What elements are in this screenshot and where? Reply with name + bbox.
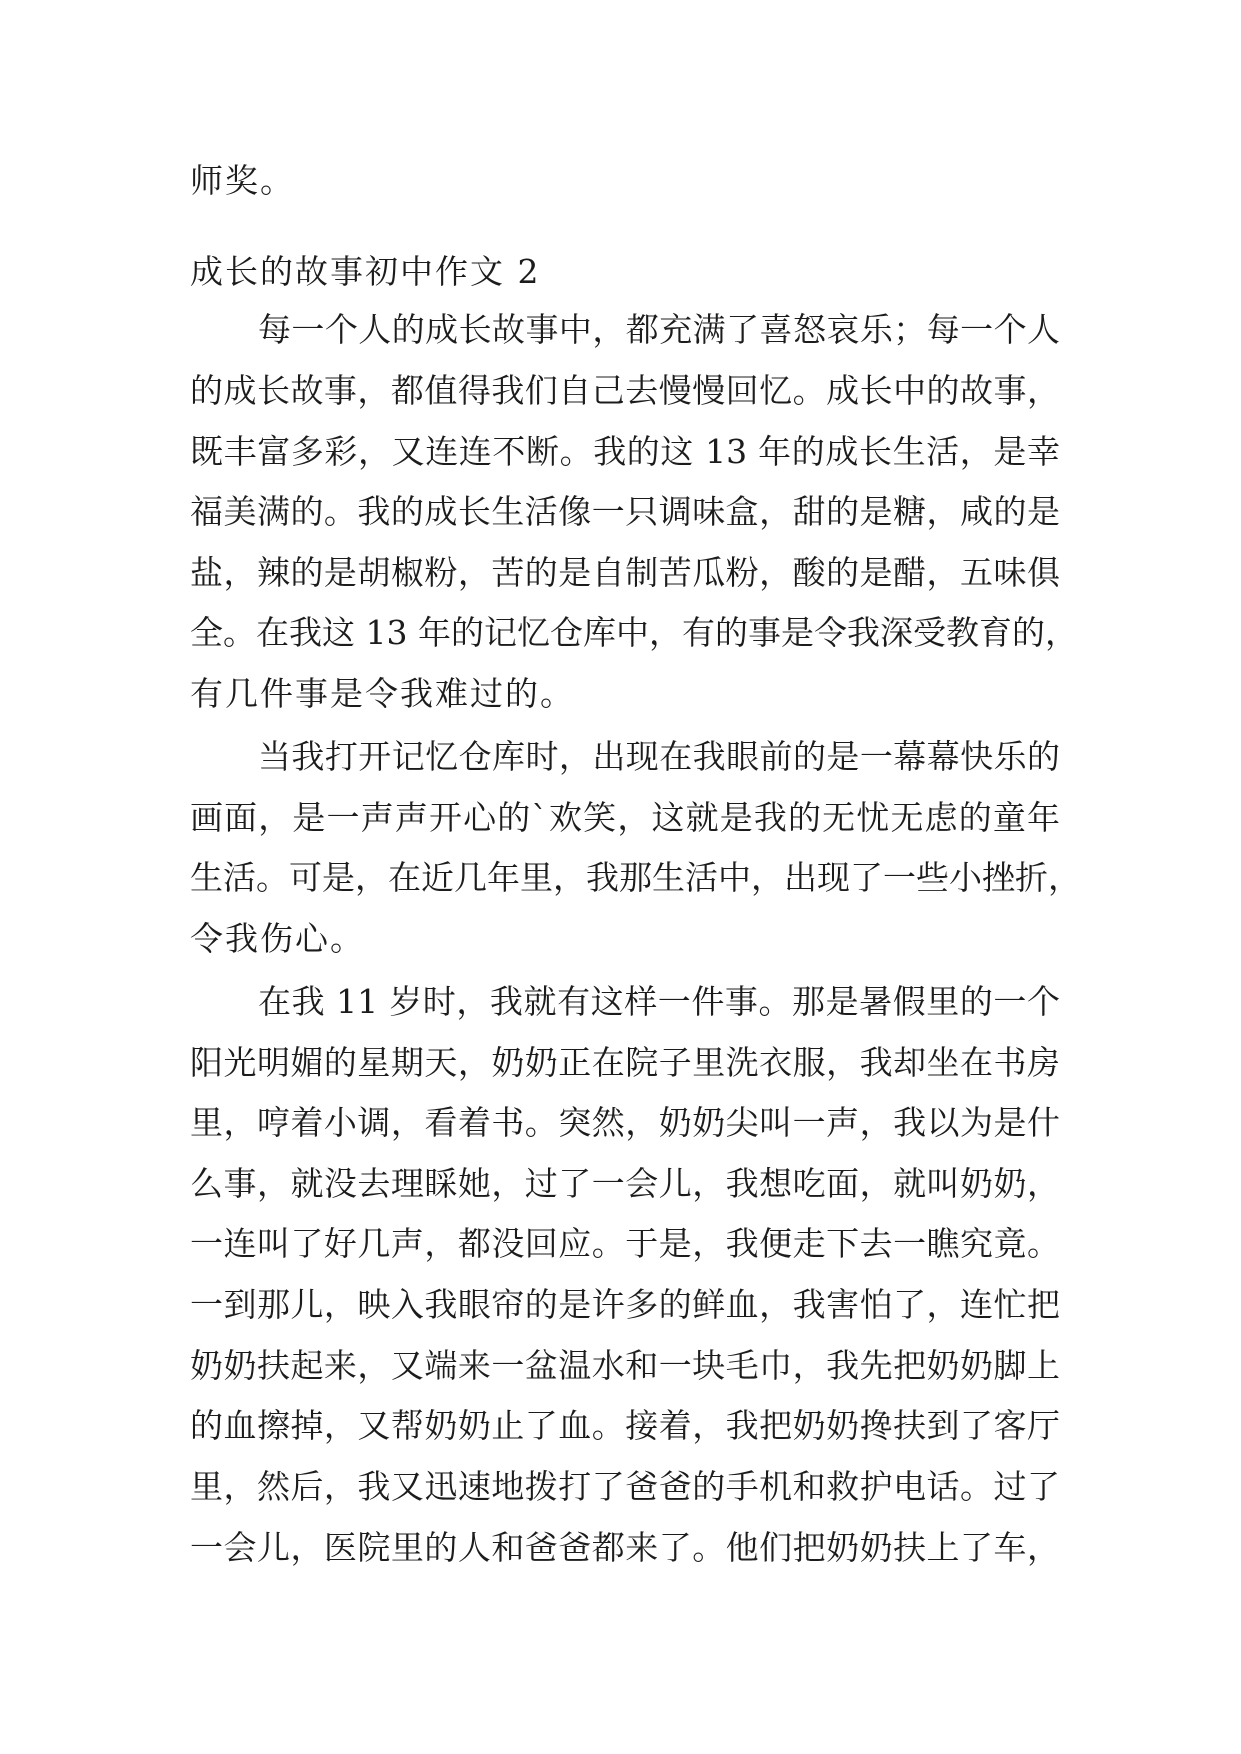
text-line: 有几件事是令我难过的。 <box>190 674 575 713</box>
text-line: 在我 11 岁时，我就有这样一件事。那是暑假里的一个 <box>258 982 1060 1021</box>
previous-paragraph-tail: 师奖。 <box>190 161 295 200</box>
text-line: 一连叫了好几声，都没回应。于是，我便走下去一瞧究竟。 <box>190 1224 1060 1263</box>
text-line: 生活。可是，在近几年里，我那生活中，出现了一些小挫折， <box>190 858 1081 897</box>
text-line: 奶奶扶起来，又端来一盆温水和一块毛巾，我先把奶奶脚上 <box>190 1346 1060 1385</box>
text-line: 画面，是一声声开心的`欢笑，这就是我的无忧无虑的童年 <box>190 798 1060 837</box>
text-line: 一会儿，医院里的人和爸爸都来了。他们把奶奶扶上了车， <box>190 1528 1060 1567</box>
text-line: 里，哼着小调，看着书。突然，奶奶尖叫一声，我以为是什 <box>190 1103 1060 1142</box>
text-line: 的成长故事，都值得我们自己去慢慢回忆。成长中的故事， <box>190 371 1060 410</box>
text-line: 一到那儿，映入我眼帘的是许多的鲜血，我害怕了，连忙把 <box>190 1285 1060 1324</box>
text-line: 的血擦掉，又帮奶奶止了血。接着，我把奶奶搀扶到了客厅 <box>190 1406 1060 1445</box>
text-line: 么事，就没去理睬她，过了一会儿，我想吃面，就叫奶奶， <box>190 1164 1060 1203</box>
text-line: 福美满的。我的成长生活像一只调味盒，甜的是糖，咸的是 <box>190 492 1060 531</box>
text-line: 里，然后，我又迅速地拨打了爸爸的手机和救护电话。过了 <box>190 1467 1060 1506</box>
text-line: 阳光明媚的星期天，奶奶正在院子里洗衣服，我却坐在书房 <box>190 1043 1060 1082</box>
text-line: 全。在我这 13 年的记忆仓库中，有的事是令我深受教育的， <box>190 613 1078 652</box>
text-line: 当我打开记忆仓库时，出现在我眼前的是一幕幕快乐的 <box>258 737 1060 776</box>
text-line: 令我伤心。 <box>190 919 365 958</box>
essay-heading: 成长的故事初中作文 2 <box>190 252 541 291</box>
text-line: 既丰富多彩，又连连不断。我的这 13 年的成长生活，是幸 <box>190 432 1060 471</box>
text-line: 每一个人的成长故事中，都充满了喜怒哀乐；每一个人 <box>258 310 1060 349</box>
text-line: 盐，辣的是胡椒粉，苦的是自制苦瓜粉，酸的是醋，五味俱 <box>190 553 1060 592</box>
